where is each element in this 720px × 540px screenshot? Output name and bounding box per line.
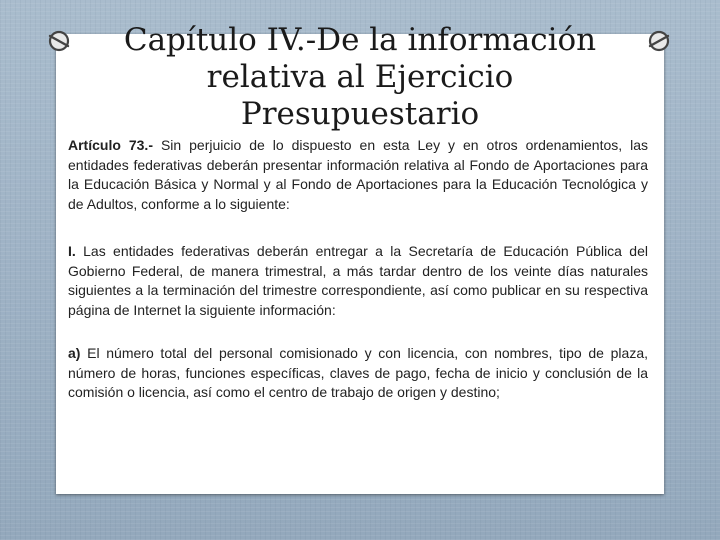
fraction-i-paragraph [68, 242, 648, 320]
item-text: El número total del personal comisionado y con licencia, con nombres, tipo de plaza, número de horas, funciones específicas, claves de pago, fecha de inicio y conclusión de la comisión o licencia, así como el centro de trabajo de origen y destino; [68, 345, 648, 401]
title-line: Presupuestario [240, 96, 480, 132]
fraction-text: Las entidades federativas deberán entregar a la Secretaría de Educación Pública del Gobierno Federal, de manera trimestral, a más tardar dentro de los veinte días naturales siguientes a la terminación del trimestre correspondiente, así como publicar en su respectiva página de Internet la siguiente información: [68, 243, 648, 318]
slide-title [60, 22, 660, 133]
item-lead: a) [68, 345, 81, 361]
fraction-lead: I. [68, 243, 76, 259]
article-73-paragraph [68, 136, 648, 214]
article-text: Sin perjuicio de lo dispuesto en esta Ley y en otros ordenamientos, las entidades federativas deberán presentar información relativa al Fondo de Aportaciones para la Educación Básica y Normal y al Fondo de Aportaciones para la Educación Tecnológica y de Adultos, conforme a lo siguiente: [68, 137, 648, 212]
title-line: relativa al Ejercicio [206, 59, 514, 95]
title-line: Capítulo IV.-De la información [123, 22, 597, 58]
item-a-paragraph [68, 344, 648, 403]
article-lead: Artículo 73.- [68, 137, 153, 153]
